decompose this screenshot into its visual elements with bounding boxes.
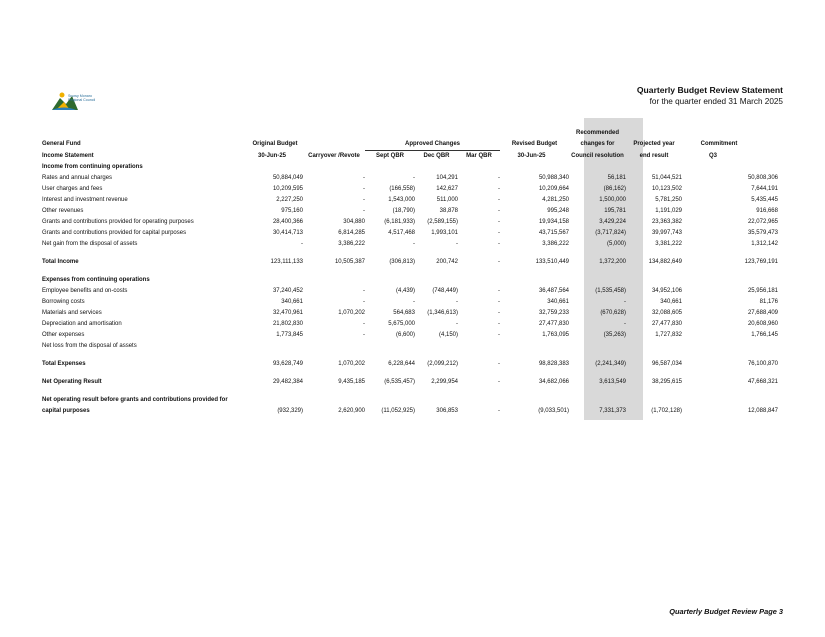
row-label: Net operating result before grants and contributions provided for (42, 397, 228, 403)
row-label: Net loss from the disposal of assets (42, 343, 137, 349)
row-value: 1,070,202 (338, 310, 365, 316)
row-value: 340,661 (547, 299, 569, 305)
logo-line-2: Regional Council (68, 98, 96, 102)
row-value: (748,449) (432, 288, 458, 294)
row-value: 1,773,845 (276, 332, 303, 338)
row-value (569, 275, 626, 286)
row-value: 10,209,664 (538, 186, 569, 192)
row-value: - (456, 321, 458, 327)
table-row (42, 319, 778, 330)
row-value (303, 162, 365, 173)
row-label: Net gain from the disposal of assets (42, 241, 138, 247)
row-value: 4,281,250 (542, 197, 569, 203)
row-value: 34,682,066 (538, 379, 569, 385)
row-label: Expenses from continuing operations (42, 277, 150, 283)
row-label: Other revenues (42, 208, 84, 214)
row-value: 2,620,900 (338, 408, 365, 414)
row-value (458, 395, 500, 406)
row-value (569, 395, 626, 406)
row-label: Total Expenses (42, 361, 86, 367)
statement-title: Quarterly Budget Review Statement (636, 85, 783, 95)
row-label: Interest and investment revenue (42, 197, 128, 203)
row-label: Net Operating Result (42, 379, 102, 385)
row-value: 123,769,191 (744, 259, 778, 265)
table-row (42, 206, 778, 217)
row-value (626, 395, 682, 406)
row-value: 34,952,106 (651, 288, 682, 294)
row-value (247, 275, 303, 286)
row-value: 2,299,954 (431, 379, 458, 385)
row-value: 27,477,830 (538, 321, 569, 327)
table-row (42, 352, 778, 359)
table-row (42, 359, 778, 370)
page-footer: Quarterly Budget Review Page 3 (669, 607, 783, 616)
income-statement-table (42, 128, 778, 417)
row-value: 1,500,000 (599, 197, 626, 203)
row-value: - (624, 321, 626, 327)
row-value: 96,587,034 (651, 361, 682, 367)
row-value: - (413, 299, 415, 305)
row-value (569, 162, 626, 173)
table-row (42, 184, 778, 195)
row-value: 30,414,713 (272, 230, 303, 236)
row-spacer (42, 268, 778, 275)
row-value: 43,715,567 (538, 230, 569, 236)
row-value: 27,688,409 (747, 310, 778, 316)
row-value (303, 395, 365, 406)
header-revised-date: 30-Jun-25 (517, 152, 546, 159)
row-value: 5,781,250 (655, 197, 682, 203)
row-value: 195,781 (604, 208, 626, 214)
row-value: 104,291 (436, 175, 458, 181)
row-value: - (363, 197, 365, 203)
header-original-budget: Original Budget (252, 141, 298, 148)
row-value: - (363, 208, 365, 214)
row-value: (4,150) (438, 332, 458, 338)
row-value: 10,505,387 (334, 259, 365, 265)
row-label: Other expenses (42, 332, 85, 338)
row-label: Grants and contributions provided for operating purposes (42, 219, 194, 225)
row-value: 1,312,142 (751, 241, 778, 247)
row-value: 1,727,832 (655, 332, 682, 338)
row-value: 995,248 (547, 208, 569, 214)
row-value: 32,088,605 (651, 310, 682, 316)
row-value (415, 275, 458, 286)
table-row (42, 195, 778, 206)
row-label: Depreciation and amortisation (42, 321, 122, 327)
row-value: - (498, 332, 500, 338)
row-value: (166,558) (389, 186, 415, 192)
row-value: (2,099,212) (427, 361, 458, 367)
table-row (42, 377, 778, 388)
row-value (458, 341, 500, 352)
row-value: 1,191,029 (655, 208, 682, 214)
row-value: 3,429,224 (599, 219, 626, 225)
row-value: (306,813) (389, 259, 415, 265)
header-fund: General Fund (42, 141, 81, 148)
row-value (682, 395, 778, 406)
row-value: (35,263) (603, 332, 626, 338)
row-value: 50,884,049 (272, 175, 303, 181)
row-value: 32,759,233 (538, 310, 569, 316)
table-row (42, 388, 778, 395)
row-value: 10,123,502 (651, 186, 682, 192)
table-row (42, 162, 778, 173)
row-value (415, 162, 458, 173)
row-value: 1,993,101 (431, 230, 458, 236)
table-row (42, 257, 778, 268)
statement-title-block (637, 85, 783, 106)
table-row (42, 341, 778, 352)
header-approved-changes: Approved Changes (365, 139, 500, 151)
row-value: - (413, 175, 415, 181)
row-value: (4,439) (395, 288, 415, 294)
table-row (42, 228, 778, 239)
row-value (303, 275, 365, 286)
row-value: - (363, 186, 365, 192)
row-label: Total Income (42, 259, 79, 265)
row-value: - (498, 197, 500, 203)
row-value: - (498, 288, 500, 294)
row-spacer (42, 388, 778, 395)
row-value: (3,717,824) (595, 230, 626, 236)
row-value: 1,070,202 (338, 361, 365, 367)
table-row (42, 275, 778, 286)
row-value: 27,477,830 (651, 321, 682, 327)
row-value: 36,487,564 (538, 288, 569, 294)
row-value: 9,435,185 (338, 379, 365, 385)
row-value: - (498, 230, 500, 236)
row-value: (2,241,349) (595, 361, 626, 367)
row-value (682, 275, 778, 286)
row-value: 35,579,473 (747, 230, 778, 236)
row-value: (6,535,457) (384, 379, 415, 385)
row-value: - (498, 259, 500, 265)
row-value: 37,240,452 (272, 288, 303, 294)
row-value (365, 162, 415, 173)
row-value: (1,702,128) (651, 408, 682, 414)
row-value: (6,600) (395, 332, 415, 338)
row-value: - (498, 379, 500, 385)
row-value: (6,181,933) (384, 219, 415, 225)
row-value: - (363, 299, 365, 305)
row-value (626, 162, 682, 173)
row-value: - (498, 299, 500, 305)
header-revised-budget: Revised Budget (511, 141, 558, 148)
header-income-statement: Income Statement (42, 152, 94, 159)
table-row (42, 370, 778, 377)
table-row (42, 330, 778, 341)
row-spacer (42, 370, 778, 377)
row-value (500, 341, 569, 352)
row-value: - (498, 175, 500, 181)
row-value: 3,386,222 (542, 241, 569, 247)
row-value (500, 275, 569, 286)
row-value: 21,802,830 (272, 321, 303, 327)
row-value: 5,675,000 (388, 321, 415, 327)
row-value: 511,000 (436, 197, 458, 203)
row-value: (2,589,155) (427, 219, 458, 225)
header-projected-2: end result (639, 152, 669, 159)
statement-subtitle: for the quarter ended 31 March 2025 (649, 97, 783, 106)
row-value (365, 395, 415, 406)
header-commitment-1: Commitment (700, 141, 738, 148)
row-value: 6,814,285 (338, 230, 365, 236)
row-value: 39,997,743 (651, 230, 682, 236)
row-value (247, 162, 303, 173)
row-label: Employee benefits and on-costs (42, 288, 128, 294)
row-value: - (363, 321, 365, 327)
row-value: 3,386,222 (338, 241, 365, 247)
row-value: (11,052,925) (381, 408, 415, 414)
row-value: 916,668 (756, 208, 778, 214)
row-value (365, 341, 415, 352)
row-value: 25,956,181 (747, 288, 778, 294)
table-row (42, 308, 778, 319)
table-row (42, 268, 778, 275)
table-row (42, 406, 778, 417)
row-value: 340,661 (281, 299, 303, 305)
row-value: 19,934,158 (538, 219, 569, 225)
row-value (247, 395, 303, 406)
table-row (42, 286, 778, 297)
row-value: 200,742 (436, 259, 458, 265)
row-value: 133,510,449 (535, 259, 569, 265)
row-value: (86,162) (603, 186, 626, 192)
table-row (42, 173, 778, 184)
row-label: Grants and contributions provided for capital purposes (42, 230, 187, 236)
table-body (42, 162, 778, 417)
row-value: - (456, 241, 458, 247)
row-value: 3,613,549 (599, 379, 626, 385)
row-value: 76,100,870 (747, 361, 778, 367)
row-value: 38,878 (439, 208, 458, 214)
table-row (42, 395, 778, 406)
header-dec-qbr: Dec QBR (423, 153, 450, 159)
row-value: 1,763,095 (542, 332, 569, 338)
row-value: - (498, 408, 500, 414)
row-value: 47,668,321 (747, 379, 778, 385)
row-value (458, 162, 500, 173)
row-value: - (363, 175, 365, 181)
table-row (42, 250, 778, 257)
row-value: 29,482,384 (272, 379, 303, 385)
row-value: 23,363,382 (651, 219, 682, 225)
row-value: 50,808,306 (747, 175, 778, 181)
row-value (626, 341, 682, 352)
row-value: 306,853 (436, 408, 458, 414)
row-value: 22,072,965 (747, 219, 778, 225)
header-commitment-2: Q3 (708, 152, 717, 159)
row-value: 340,661 (660, 299, 682, 305)
row-value: 2,227,250 (276, 197, 303, 203)
row-value (626, 275, 682, 286)
row-value (458, 275, 500, 286)
row-value: 134,882,649 (648, 259, 682, 265)
row-value: - (498, 186, 500, 192)
row-value: - (498, 310, 500, 316)
row-value (569, 341, 626, 352)
table-row (42, 239, 778, 250)
row-value (500, 162, 569, 173)
row-value: - (456, 299, 458, 305)
logo-line-1: Snowy Monaro (68, 94, 92, 98)
row-value: (932,329) (277, 408, 303, 414)
row-value: (18,790) (392, 208, 415, 214)
row-label: Income from continuing operations (42, 164, 143, 170)
row-label: User charges and fees (42, 186, 103, 192)
row-value: 1,543,000 (388, 197, 415, 203)
row-value: (670,628) (600, 310, 626, 316)
row-value: 304,880 (343, 219, 365, 225)
row-value: - (498, 321, 500, 327)
table-row (42, 217, 778, 228)
row-value: (1,535,458) (595, 288, 626, 294)
header-recommended-1: Recommended (575, 130, 619, 136)
row-value: 93,628,749 (272, 361, 303, 367)
row-value: - (498, 241, 500, 247)
row-value: 10,209,595 (272, 186, 303, 192)
row-value: 564,683 (393, 310, 415, 316)
row-value: - (363, 288, 365, 294)
row-value: 81,176 (759, 299, 778, 305)
row-value: - (301, 241, 303, 247)
row-value: 32,470,961 (272, 310, 303, 316)
row-value (415, 395, 458, 406)
header-original-date: 30-Jun-25 (257, 152, 286, 159)
row-value (682, 341, 778, 352)
header-mar-qbr: Mar QBR (466, 153, 492, 159)
header-recommended-3: Council resolution (571, 152, 624, 159)
row-value: - (498, 361, 500, 367)
row-value: 123,111,133 (270, 259, 303, 265)
row-label: Borrowing costs (42, 299, 85, 305)
row-label: capital purposes (42, 408, 90, 414)
row-spacer (42, 250, 778, 257)
row-value (247, 341, 303, 352)
row-value (500, 395, 569, 406)
row-value: - (363, 332, 365, 338)
header-projected-1: Projected year (633, 141, 675, 148)
row-value: 28,400,366 (272, 219, 303, 225)
row-value: 3,381,222 (655, 241, 682, 247)
row-value: 12,088,847 (747, 408, 778, 414)
row-value: 5,435,445 (751, 197, 778, 203)
row-value: (5,000) (606, 241, 626, 247)
row-value (365, 275, 415, 286)
header-sept-qbr: Sept QBR (375, 153, 404, 159)
row-value: - (624, 299, 626, 305)
row-value: 38,295,615 (651, 379, 682, 385)
table-row (42, 297, 778, 308)
row-value: 7,644,191 (751, 186, 778, 192)
row-value: 975,160 (281, 208, 303, 214)
row-value (415, 341, 458, 352)
row-label: Rates and annual charges (42, 175, 113, 181)
row-value: 4,517,468 (388, 230, 415, 236)
row-value: 20,608,960 (747, 321, 778, 327)
row-value: 51,044,521 (651, 175, 682, 181)
row-value: - (498, 208, 500, 214)
row-value: (1,346,613) (427, 310, 458, 316)
row-value: 98,828,383 (538, 361, 569, 367)
row-label: Materials and services (42, 310, 102, 316)
row-value: 1,372,200 (599, 259, 626, 265)
row-value (682, 162, 778, 173)
row-value: 142,627 (436, 186, 458, 192)
row-value: 7,331,373 (599, 408, 626, 414)
row-spacer (42, 352, 778, 359)
row-value: 6,228,644 (388, 361, 415, 367)
row-value: - (498, 219, 500, 225)
row-value: 50,988,340 (538, 175, 569, 181)
row-value: 56,181 (607, 175, 626, 181)
row-value: - (413, 241, 415, 247)
header-recommended-2: changes for (580, 141, 615, 148)
header-carryover: Carryover /Revote (308, 152, 360, 159)
council-logo (52, 90, 106, 112)
row-value: 1,766,145 (751, 332, 778, 338)
row-value: (9,033,501) (538, 408, 569, 414)
row-value (303, 341, 365, 352)
